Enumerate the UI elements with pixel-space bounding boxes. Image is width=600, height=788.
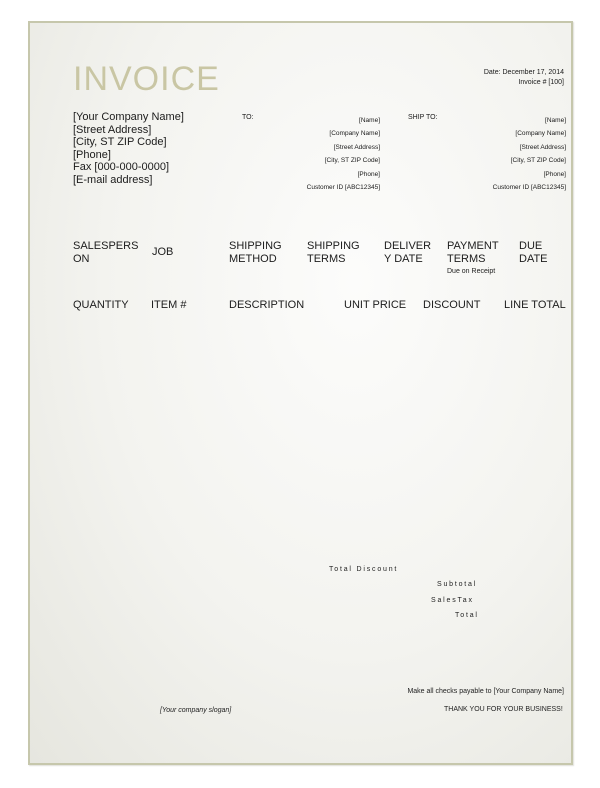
to-company: [Company Name]	[329, 130, 380, 138]
invoice-number: Invoice # [100]	[518, 79, 564, 86]
to-address	[307, 114, 380, 194]
to-label: TO:	[242, 114, 254, 121]
to-name: [Name]	[359, 117, 380, 124]
col-quantity: QUANTITY	[73, 299, 129, 311]
col-discount: DISCOUNT	[423, 299, 481, 311]
header-delivery-date-line1: DELIVER	[384, 240, 432, 252]
company-phone: [Phone]	[73, 148, 111, 161]
thank-you-note: THANK YOU FOR YOUR BUSINESS!	[444, 706, 563, 713]
header-shipping-terms-line1: SHIPPING	[307, 240, 360, 252]
header-payment-terms-line2: TERMS	[447, 253, 486, 265]
header-shipping-method-line1: SHIPPING	[229, 240, 282, 252]
header-shipping-method-line2: METHOD	[229, 253, 277, 265]
invoice-date: Date: December 17, 2014	[483, 69, 564, 76]
ship-phone: [Phone]	[543, 170, 566, 178]
to-street: [Street Address]	[333, 143, 380, 151]
header-shipping-method	[229, 240, 282, 266]
col-item: ITEM #	[151, 299, 187, 311]
to-customer-id: Customer ID [ABC12345]	[306, 184, 380, 192]
company-email: [E-mail address]	[73, 173, 153, 186]
invoice-meta	[484, 68, 564, 88]
company-fax: Fax [000-000-0000]	[73, 161, 170, 173]
ship-to-address	[493, 114, 566, 194]
ship-street: [Street Address]	[519, 143, 566, 151]
col-unit-price: UNIT PRICE	[344, 299, 407, 311]
total-label: Total	[455, 612, 479, 619]
header-salesperson-line1: SALESPERS	[73, 240, 139, 252]
ship-to-label: SHIP TO:	[408, 114, 438, 121]
company-name: [Your Company Name]	[73, 111, 184, 123]
payment-terms-value: Due on Receipt	[447, 268, 496, 275]
company-slogan: [Your company slogan]	[160, 707, 232, 714]
ship-company: [Company Name]	[515, 130, 566, 138]
ship-name: [Name]	[545, 117, 566, 124]
header-salesperson-line2: ON	[73, 253, 90, 265]
subtotal-label: Subtotal	[437, 581, 478, 588]
to-city: [City, ST ZIP Code]	[324, 157, 380, 165]
header-payment-terms-line1: PAYMENT	[447, 240, 499, 252]
col-line-total: LINE TOTAL	[504, 299, 566, 311]
ship-customer-id: Customer ID [ABC12345]	[492, 184, 566, 192]
col-description: DESCRIPTION	[229, 299, 305, 311]
company-street: [Street Address]	[73, 123, 152, 136]
header-salesperson	[73, 240, 138, 266]
checks-payable-note: Make all checks payable to [Your Company Name]	[407, 688, 564, 695]
ship-city: [City, ST ZIP Code]	[510, 157, 566, 165]
header-delivery-date-line2: Y DATE	[384, 253, 423, 265]
company-block	[73, 111, 184, 186]
header-shipping-terms	[307, 240, 360, 266]
header-delivery-date	[384, 240, 431, 266]
sales-tax-label: SalesTax	[431, 597, 474, 604]
header-job: JOB	[152, 246, 174, 258]
header-payment-terms	[447, 240, 499, 266]
total-discount-label: Total Discount	[329, 566, 399, 573]
header-due-date	[519, 240, 548, 266]
header-shipping-terms-line2: TERMS	[307, 253, 346, 265]
to-phone: [Phone]	[357, 170, 380, 178]
header-due-date-line1: DUE	[519, 240, 543, 252]
header-due-date-line2: DATE	[519, 253, 548, 265]
company-city: [City, ST ZIP Code]	[73, 136, 167, 148]
invoice-title: INVOICE	[73, 60, 220, 98]
